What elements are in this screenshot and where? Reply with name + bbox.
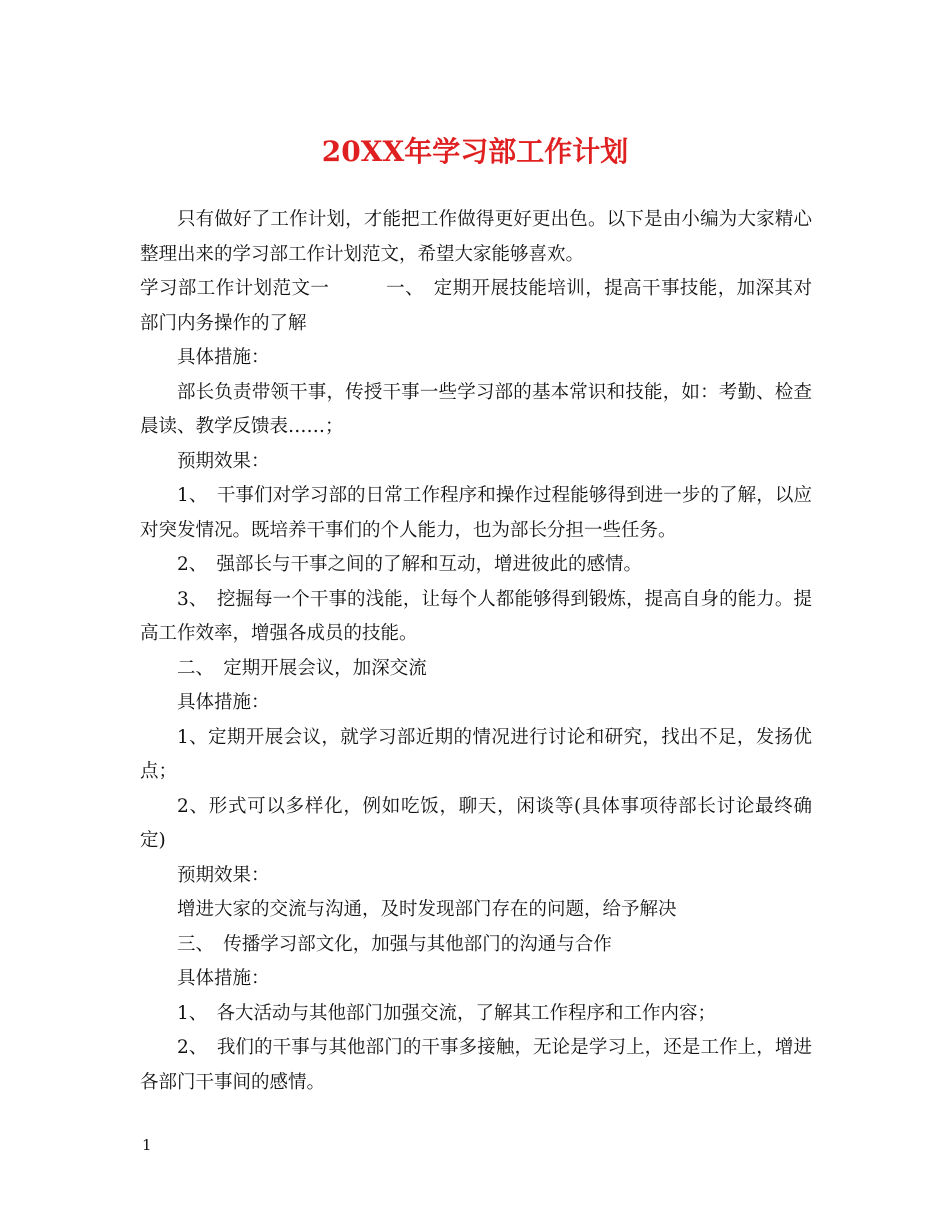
paragraph: 预期效果： [177,450,270,472]
paragraph: 1、 各大活动与其他部门加强交流，了解其工作程序和工作内容； [177,1002,717,1024]
paragraph: 学习部工作计划范文一 一、 定期开展技能培训，提高干事技能，加深其对部门内务操作的了解 [140,278,812,334]
paragraph: 2、 我们的干事与其他部门的干事多接触，无论是学习上，还是工作上，增进各部门干事间的感情。 [140,1037,812,1093]
page-number: 1 [142,1136,152,1154]
paragraph: 增进大家的交流与沟通，及时发现部门存在的问题，给予解决 [177,899,677,920]
paragraph: 具体措施： [177,692,270,713]
paragraph: 3、 挖掘每一个干事的浅能，让每个人都能够得到锻炼，提高自身的能力。提高工作效率，增强各成员的技能。 [140,588,812,644]
paragraph: 2、形式可以多样化，例如吃饭，聊天，闲谈等(具体事项待部长讨论最终确定) [140,795,812,851]
paragraph: 1、定期开展会议，就学习部近期的情况进行讨论和研究，找出不足，发扬优点； [140,726,812,782]
document-body [140,203,812,1100]
paragraph: 部长负责带领干事，传授干事一些学习部的基本常识和技能，如：考勤、检查晨读、教学反馈表……； [140,381,812,437]
paragraph: 具体措施： [177,347,270,368]
paragraph: 只有做好了工作计划，才能把工作做得更好更出色。以下是由小编为大家精心整理出来的学习部工作计划范文，希望大家能够喜欢。 [140,209,812,265]
paragraph: 具体措施： [177,968,270,989]
paragraph: 预期效果： [177,864,270,886]
paragraph: 2、 强部长与干事之间的了解和互动，增进彼此的感情。 [177,554,643,575]
document-title: 20XX年学习部工作计划 [321,135,629,168]
paragraph: 三、 传播学习部文化，加强与其他部门的沟通与合作 [177,933,612,955]
paragraph: 1、 干事们对学习部的日常工作程序和操作过程能够得到进一步的了解，以应对突发情况。既培养干事们的个人能力，也为部长分担一些任务。 [140,485,812,541]
paragraph: 二、 定期开展会议，加深交流 [177,657,427,679]
